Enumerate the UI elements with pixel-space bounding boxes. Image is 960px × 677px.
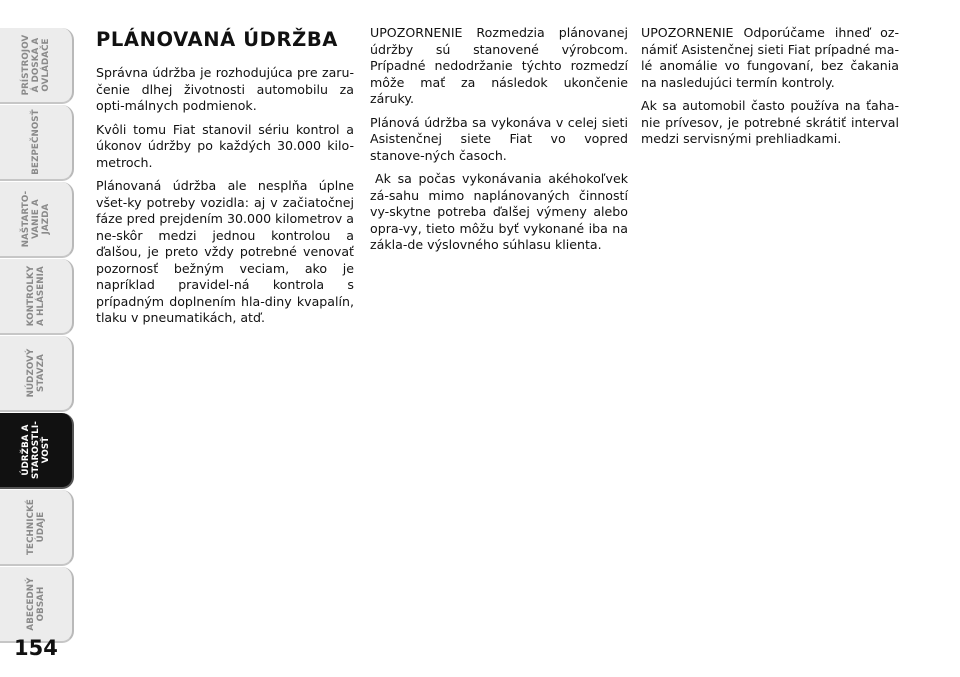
paragraph: Ak sa automobil často používa na ťaha-nie prívesov, je potrebné skrátiť interval medzi servisnými prehliadkami. — [641, 98, 899, 146]
tab-kontrolky[interactable] — [0, 259, 74, 335]
tab-label: NAŠTARTO- VANIE A JAZDA — [21, 190, 51, 248]
page-title: PLÁNOVANÁ ÚDRŽBA — [96, 28, 338, 51]
tab-label: BEZPEČNOSŤ — [31, 109, 41, 175]
tab-label: PRÍSTROJOV Á DOSKA A OVLÁDAČE — [21, 34, 51, 96]
tab-nastartovanie[interactable] — [0, 182, 74, 258]
text-column-1 — [96, 28, 354, 334]
tab-nudzovy-stav[interactable] — [0, 336, 74, 412]
page-number: 154 — [14, 636, 58, 660]
text-column-3 — [641, 25, 899, 155]
paragraph: Plánová údržba sa vykonáva v celej sieti Asistenčnej siete Fiat vo vopred stanove-ných časoch. — [370, 114, 628, 163]
tab-pristrojova-doska[interactable] — [0, 28, 74, 104]
paragraph: Ak sa počas vykonávania akéhokoľvek zá-sahu mimo naplánovaných činností vy-skytne potreba ďalšej výmeny alebo opra-vy, tieto môžu byť vykonané iba na zákla-de výslovného súhlasu klienta. — [370, 171, 628, 252]
warning-paragraph: UPOZORNENIE Rozmedzia plánovanej údržby sú stanovené výrobcom. Prípadné nedodržanie týchto rozmedzí môže mať za následok ukončenie záruky. — [370, 25, 628, 106]
warning-paragraph: UPOZORNENIE Odporúčame ihneď oz-námiť Asistenčnej sieti Fiat prípadné ma-lé anomálie vo fungovaní, bez čakania na nasledujúci termín kontroly. — [641, 25, 899, 90]
tab-bezpecnost[interactable] — [0, 105, 74, 181]
tab-label: ABECEDNÝ OBSAH — [26, 577, 46, 631]
tab-label: TECHNICKÉ ÚDAJE — [26, 499, 46, 555]
tab-abecedny-obsah[interactable] — [0, 567, 74, 643]
tab-udrzba-active[interactable] — [0, 413, 74, 489]
paragraph: Správna údržba je rozhodujúca pre zaru-čenie dlhej životnosti automobilu za opti-málnych podmienok. — [96, 65, 354, 113]
paragraph: Plánovaná údržba ale nesplňa úplne všet-ky potreby vozidla: aj v začiatočnej fáze pred prejdením 30.000 kilometrov a ne-skôr medzi jednou kontrolou a ďalšou, je preto vždy potrebné venovať pozornosť bežným veciam, ako je napríklad pravidel-ná kontrola s prípadným doplnením hla-diny kvapalín, tlaku v pneumatikách, atď. — [96, 178, 354, 325]
tab-label: KONTROLKY A HLÁSENIA — [26, 265, 46, 327]
text-column-2 — [370, 25, 628, 261]
tab-technicke-udaje[interactable] — [0, 490, 74, 566]
tab-label: NÚDZOVÝ STAVZA — [26, 348, 46, 398]
tab-label: ÚDRŽBA A STAROSTLI- VOSŤ — [21, 421, 51, 479]
paragraph: Kvôli tomu Fiat stanovil sériu kontrol a úkonov údržby po každých 30.000 kilo-metroch. — [96, 121, 354, 170]
